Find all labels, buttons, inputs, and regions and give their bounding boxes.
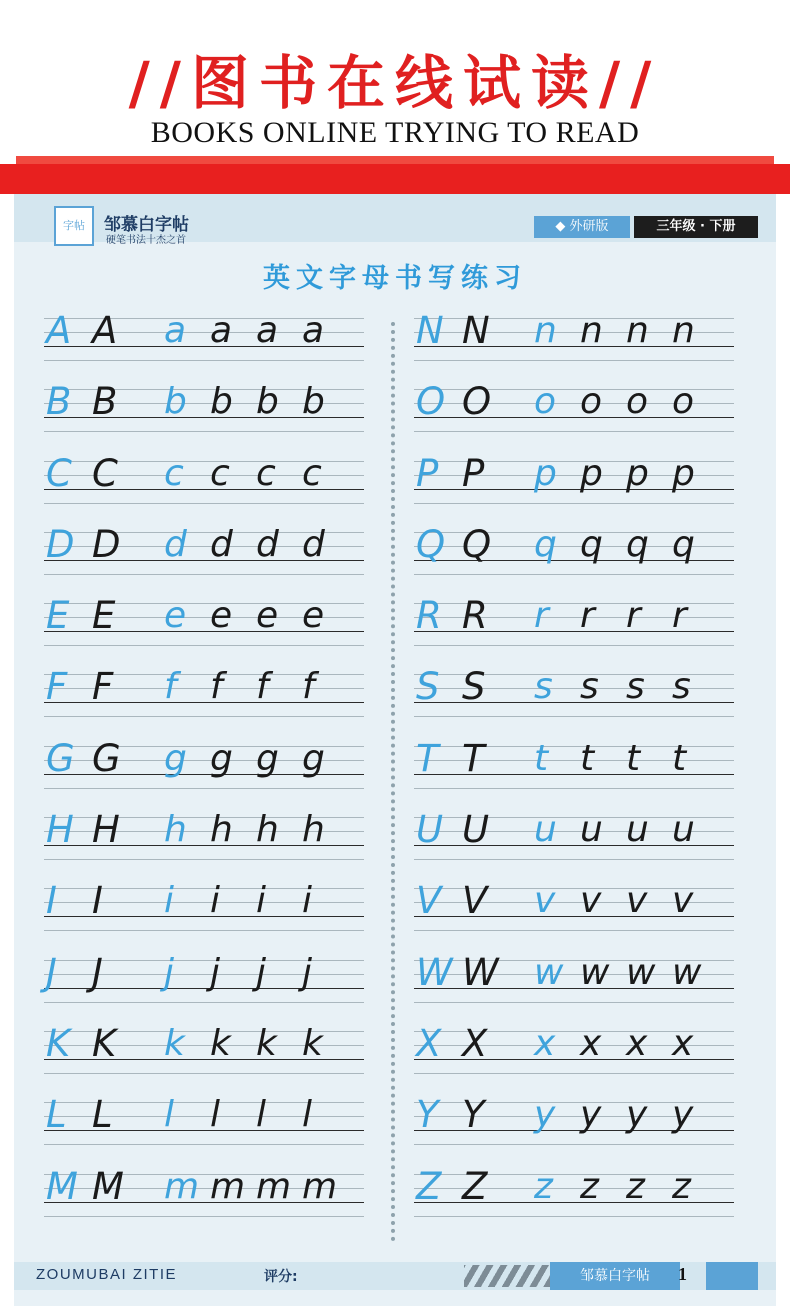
lowercase-practice-letter: c [256,452,276,494]
lowercase-practice-letter: x [626,1022,648,1064]
uppercase-practice-letter: R [462,594,488,638]
letter-row-d [44,522,364,593]
lowercase-practice-letter: p [626,452,649,494]
lowercase-practice-letter: i [302,880,313,922]
letter-row-b [44,379,364,450]
lowercase-guide-letter: d [164,523,187,565]
writing-guide-line [44,1144,364,1145]
lowercase-practice-letter: i [256,880,267,922]
edition-tag: ◆ 外研版 [534,216,630,238]
uppercase-guide-letter: Y [416,1093,439,1137]
lowercase-practice-letter: h [256,809,279,851]
lowercase-practice-letter: j [256,951,267,993]
lowercase-guide-letter: q [534,523,557,565]
lowercase-practice-letter: o [672,381,695,423]
lowercase-practice-letter: e [302,595,325,637]
letter-row-c [44,451,364,522]
letter-row-y [414,1092,734,1163]
footer-stripes [464,1265,564,1287]
lowercase-practice-letter: z [626,1165,645,1207]
lowercase-practice-letter: c [302,452,322,494]
writing-guide-line [414,1002,734,1003]
letter-row-s [414,664,734,735]
uppercase-guide-letter: Q [416,522,446,566]
uppercase-guide-letter: A [46,309,72,352]
uppercase-guide-letter: N [416,309,444,352]
uppercase-guide-letter: E [46,594,70,638]
banner-subtitle: BOOKS ONLINE TRYING TO READ [150,116,640,149]
writing-guide-line [414,788,734,789]
lowercase-practice-letter: j [302,951,313,993]
lowercase-practice-letter: r [672,595,687,637]
lowercase-guide-letter: h [164,809,187,851]
lowercase-practice-letter: z [580,1165,599,1207]
letter-row-k [44,1021,364,1092]
lowercase-practice-letter: g [210,737,233,779]
lowercase-practice-letter: o [626,381,649,423]
uppercase-practice-letter: M [92,1164,124,1208]
lowercase-practice-letter: e [256,595,279,637]
lowercase-practice-letter: y [626,1094,648,1136]
lowercase-practice-letter: k [302,1022,323,1064]
uppercase-guide-letter: V [416,879,442,923]
lowercase-guide-letter: y [534,1094,556,1136]
writing-guide-line [44,716,364,717]
writing-guide-line [414,1144,734,1145]
lowercase-guide-letter: a [164,310,187,351]
lowercase-practice-letter: h [302,809,325,851]
uppercase-practice-letter: H [92,808,120,852]
uppercase-guide-letter: G [46,736,75,780]
brand-slogan: 硬笔书法十杰之首 [106,235,186,246]
lowercase-practice-letter: p [580,452,603,494]
lowercase-practice-letter: i [210,880,221,922]
uppercase-guide-letter: S [416,665,440,709]
writing-guide-line [414,431,734,432]
letter-row-u [414,807,734,878]
lowercase-guide-letter: o [534,381,557,423]
uppercase-practice-letter: Q [462,522,492,566]
lowercase-guide-letter: r [534,595,549,637]
lowercase-practice-letter: e [210,595,233,637]
lowercase-practice-letter: b [210,381,233,423]
writing-guide-line [44,645,364,646]
lowercase-guide-letter: w [534,951,564,993]
uppercase-practice-letter: I [92,879,103,923]
lowercase-practice-letter: d [256,523,279,565]
letter-row-e [44,593,364,664]
uppercase-practice-letter: L [92,1093,113,1137]
uppercase-practice-letter: Z [462,1164,488,1208]
lowercase-guide-letter: u [534,809,557,851]
lowercase-guide-letter: c [164,452,184,494]
letter-row-i [44,878,364,949]
letter-row-t [414,736,734,807]
letter-row-r [414,593,734,664]
writing-guide-line [44,788,364,789]
lowercase-guide-letter: z [534,1165,553,1207]
lowercase-guide-letter: e [164,595,187,637]
lowercase-practice-letter: g [302,737,325,779]
uppercase-practice-letter: T [462,736,485,780]
lowercase-practice-letter: k [256,1022,277,1064]
letter-row-g [44,736,364,807]
uppercase-practice-letter: P [462,451,485,495]
footer-bar [14,1262,776,1290]
lowercase-practice-letter: a [302,310,325,351]
lowercase-practice-letter: u [580,809,603,851]
uppercase-guide-letter: X [416,1021,442,1065]
lowercase-practice-letter: q [626,523,649,565]
writing-guide-line [414,1216,734,1217]
uppercase-guide-letter: H [46,808,74,852]
lowercase-practice-letter: v [580,880,602,922]
uppercase-practice-letter: A [92,309,118,352]
uppercase-practice-letter: J [92,950,103,994]
lowercase-practice-letter: t [626,737,641,779]
lowercase-practice-letter: t [580,737,595,779]
writing-guide-line [414,930,734,931]
lowercase-practice-letter: c [210,452,230,494]
column-divider [391,322,395,1242]
writing-guide-line [44,431,364,432]
lowercase-practice-letter: v [672,880,694,922]
lowercase-guide-letter: p [534,452,557,494]
letter-row-a [44,308,364,379]
lowercase-practice-letter: m [302,1165,338,1207]
uppercase-practice-letter: C [92,451,118,495]
lowercase-practice-letter: y [672,1094,694,1136]
lowercase-practice-letter: w [672,951,702,993]
letter-row-v [414,878,734,949]
lowercase-practice-letter: t [672,737,687,779]
lowercase-guide-letter: g [164,737,187,779]
writing-guide-line [414,716,734,717]
uppercase-guide-letter: P [416,451,439,495]
lowercase-practice-letter: b [256,381,279,423]
lowercase-practice-letter: f [256,666,269,708]
lowercase-practice-letter: u [672,809,695,851]
uppercase-practice-letter: B [92,380,118,424]
lowercase-practice-letter: q [580,523,603,565]
lowercase-practice-letter: s [580,666,599,708]
footer-tail [706,1262,758,1290]
uppercase-guide-letter: D [46,522,75,566]
uppercase-practice-letter: D [92,522,121,566]
lowercase-practice-letter: n [672,310,695,351]
footer-latin-name: ZOUMUBAI ZITIE [36,1266,177,1283]
writing-guide-line [44,574,364,575]
lowercase-practice-letter: r [580,595,595,637]
lowercase-practice-letter: u [626,809,649,851]
writing-guide-line [414,859,734,860]
uppercase-practice-letter: O [462,380,492,424]
banner-red-bar [0,164,790,194]
lowercase-practice-letter: o [580,381,603,423]
letter-row-w [414,950,734,1021]
lowercase-practice-letter: w [626,951,656,993]
writing-guide-line [414,645,734,646]
writing-guide-line [414,574,734,575]
writing-guide-line [44,1002,364,1003]
page-number: 1 [678,1264,687,1284]
uppercase-practice-letter: E [92,594,116,638]
lowercase-practice-letter: v [626,880,648,922]
lowercase-practice-letter: d [302,523,325,565]
lowercase-practice-letter: s [626,666,645,708]
lowercase-practice-letter: a [256,310,279,351]
lowercase-practice-letter: q [672,523,695,565]
lowercase-practice-letter: s [672,666,691,708]
lowercase-practice-letter: f [210,666,223,708]
writing-guide-line [44,360,364,361]
lowercase-guide-letter: i [164,880,175,922]
writing-guide-line [44,1073,364,1074]
brand-name: 邹慕白字帖 [104,215,189,235]
letter-row-o [414,379,734,450]
banner [0,0,790,196]
footer-score-label: 评分: [264,1269,298,1285]
letter-row-j [44,950,364,1021]
writing-guide-line [44,1216,364,1217]
lowercase-practice-letter: m [256,1165,292,1207]
uppercase-practice-letter: F [92,665,114,709]
lowercase-guide-letter: f [164,666,177,708]
lowercase-guide-letter: j [164,951,175,993]
uppercase-guide-letter: K [46,1021,71,1065]
uppercase-guide-letter: L [46,1093,67,1137]
lowercase-practice-letter: n [626,310,649,351]
uppercase-guide-letter: R [416,594,442,638]
uppercase-practice-letter: U [462,808,490,852]
lowercase-guide-letter: n [534,310,557,351]
lowercase-guide-letter: b [164,381,187,423]
grade-tag: 三年级 · 下册 [634,216,758,238]
banner-title: //图书在线试读// [128,49,662,117]
lowercase-guide-letter: t [534,737,549,779]
uppercase-practice-letter: Y [462,1093,485,1137]
lowercase-guide-letter: s [534,666,553,708]
lowercase-practice-letter: n [580,310,603,351]
lowercase-practice-letter: l [302,1094,313,1136]
uppercase-guide-letter: Z [416,1164,442,1208]
lowercase-practice-letter: b [302,381,325,423]
letter-row-n [414,308,734,379]
writing-guide-line [44,859,364,860]
letter-row-q [414,522,734,593]
lowercase-practice-letter: m [210,1165,246,1207]
lowercase-practice-letter: x [672,1022,694,1064]
uppercase-guide-letter: F [46,665,68,709]
letter-row-l [44,1092,364,1163]
uppercase-guide-letter: W [416,950,453,994]
uppercase-guide-letter: M [46,1164,78,1208]
letter-column-right [414,308,734,1235]
lowercase-practice-letter: d [210,523,233,565]
writing-guide-line [44,503,364,504]
lowercase-guide-letter: v [534,880,556,922]
lowercase-practice-letter: y [580,1094,602,1136]
uppercase-practice-letter: V [462,879,488,923]
page-title: 英文字母书写练习 [263,263,527,294]
uppercase-guide-letter: O [416,380,446,424]
letter-row-f [44,664,364,735]
letter-row-x [414,1021,734,1092]
lowercase-practice-letter: w [580,951,610,993]
lowercase-practice-letter: g [256,737,279,779]
uppercase-practice-letter: W [462,950,499,994]
lowercase-practice-letter: l [210,1094,221,1136]
letter-row-h [44,807,364,878]
lowercase-practice-letter: h [210,809,233,851]
lowercase-guide-letter: m [164,1165,200,1207]
uppercase-practice-letter: K [92,1021,117,1065]
uppercase-guide-letter: T [416,736,439,780]
writing-guide-line [414,1073,734,1074]
lowercase-practice-letter: f [302,666,315,708]
brand-logo-icon: 字帖 [54,206,94,246]
uppercase-practice-letter: N [462,309,490,352]
uppercase-guide-letter: C [46,451,72,495]
uppercase-practice-letter: G [92,736,121,780]
uppercase-guide-letter: B [46,380,72,424]
lowercase-guide-letter: x [534,1022,556,1064]
footer-brand: 邹慕白字帖 [550,1262,680,1290]
lowercase-practice-letter: k [210,1022,231,1064]
writing-guide-line [44,930,364,931]
writing-guide-line [414,503,734,504]
lowercase-practice-letter: l [256,1094,267,1136]
uppercase-guide-letter: I [46,879,57,923]
lowercase-practice-letter: p [672,452,695,494]
uppercase-guide-letter: U [416,808,444,852]
letter-row-m [44,1164,364,1235]
uppercase-practice-letter: S [462,665,486,709]
workbook-page [14,194,776,1306]
letter-row-p [414,451,734,522]
letter-row-z [414,1164,734,1235]
lowercase-practice-letter: a [210,310,233,351]
lowercase-practice-letter: r [626,595,641,637]
uppercase-practice-letter: X [462,1021,488,1065]
lowercase-practice-letter: j [210,951,221,993]
letter-column-left [44,308,364,1235]
lowercase-guide-letter: l [164,1094,175,1136]
writing-guide-line [414,360,734,361]
uppercase-guide-letter: J [46,950,57,994]
lowercase-practice-letter: z [672,1165,691,1207]
lowercase-guide-letter: k [164,1022,185,1064]
lowercase-practice-letter: x [580,1022,602,1064]
